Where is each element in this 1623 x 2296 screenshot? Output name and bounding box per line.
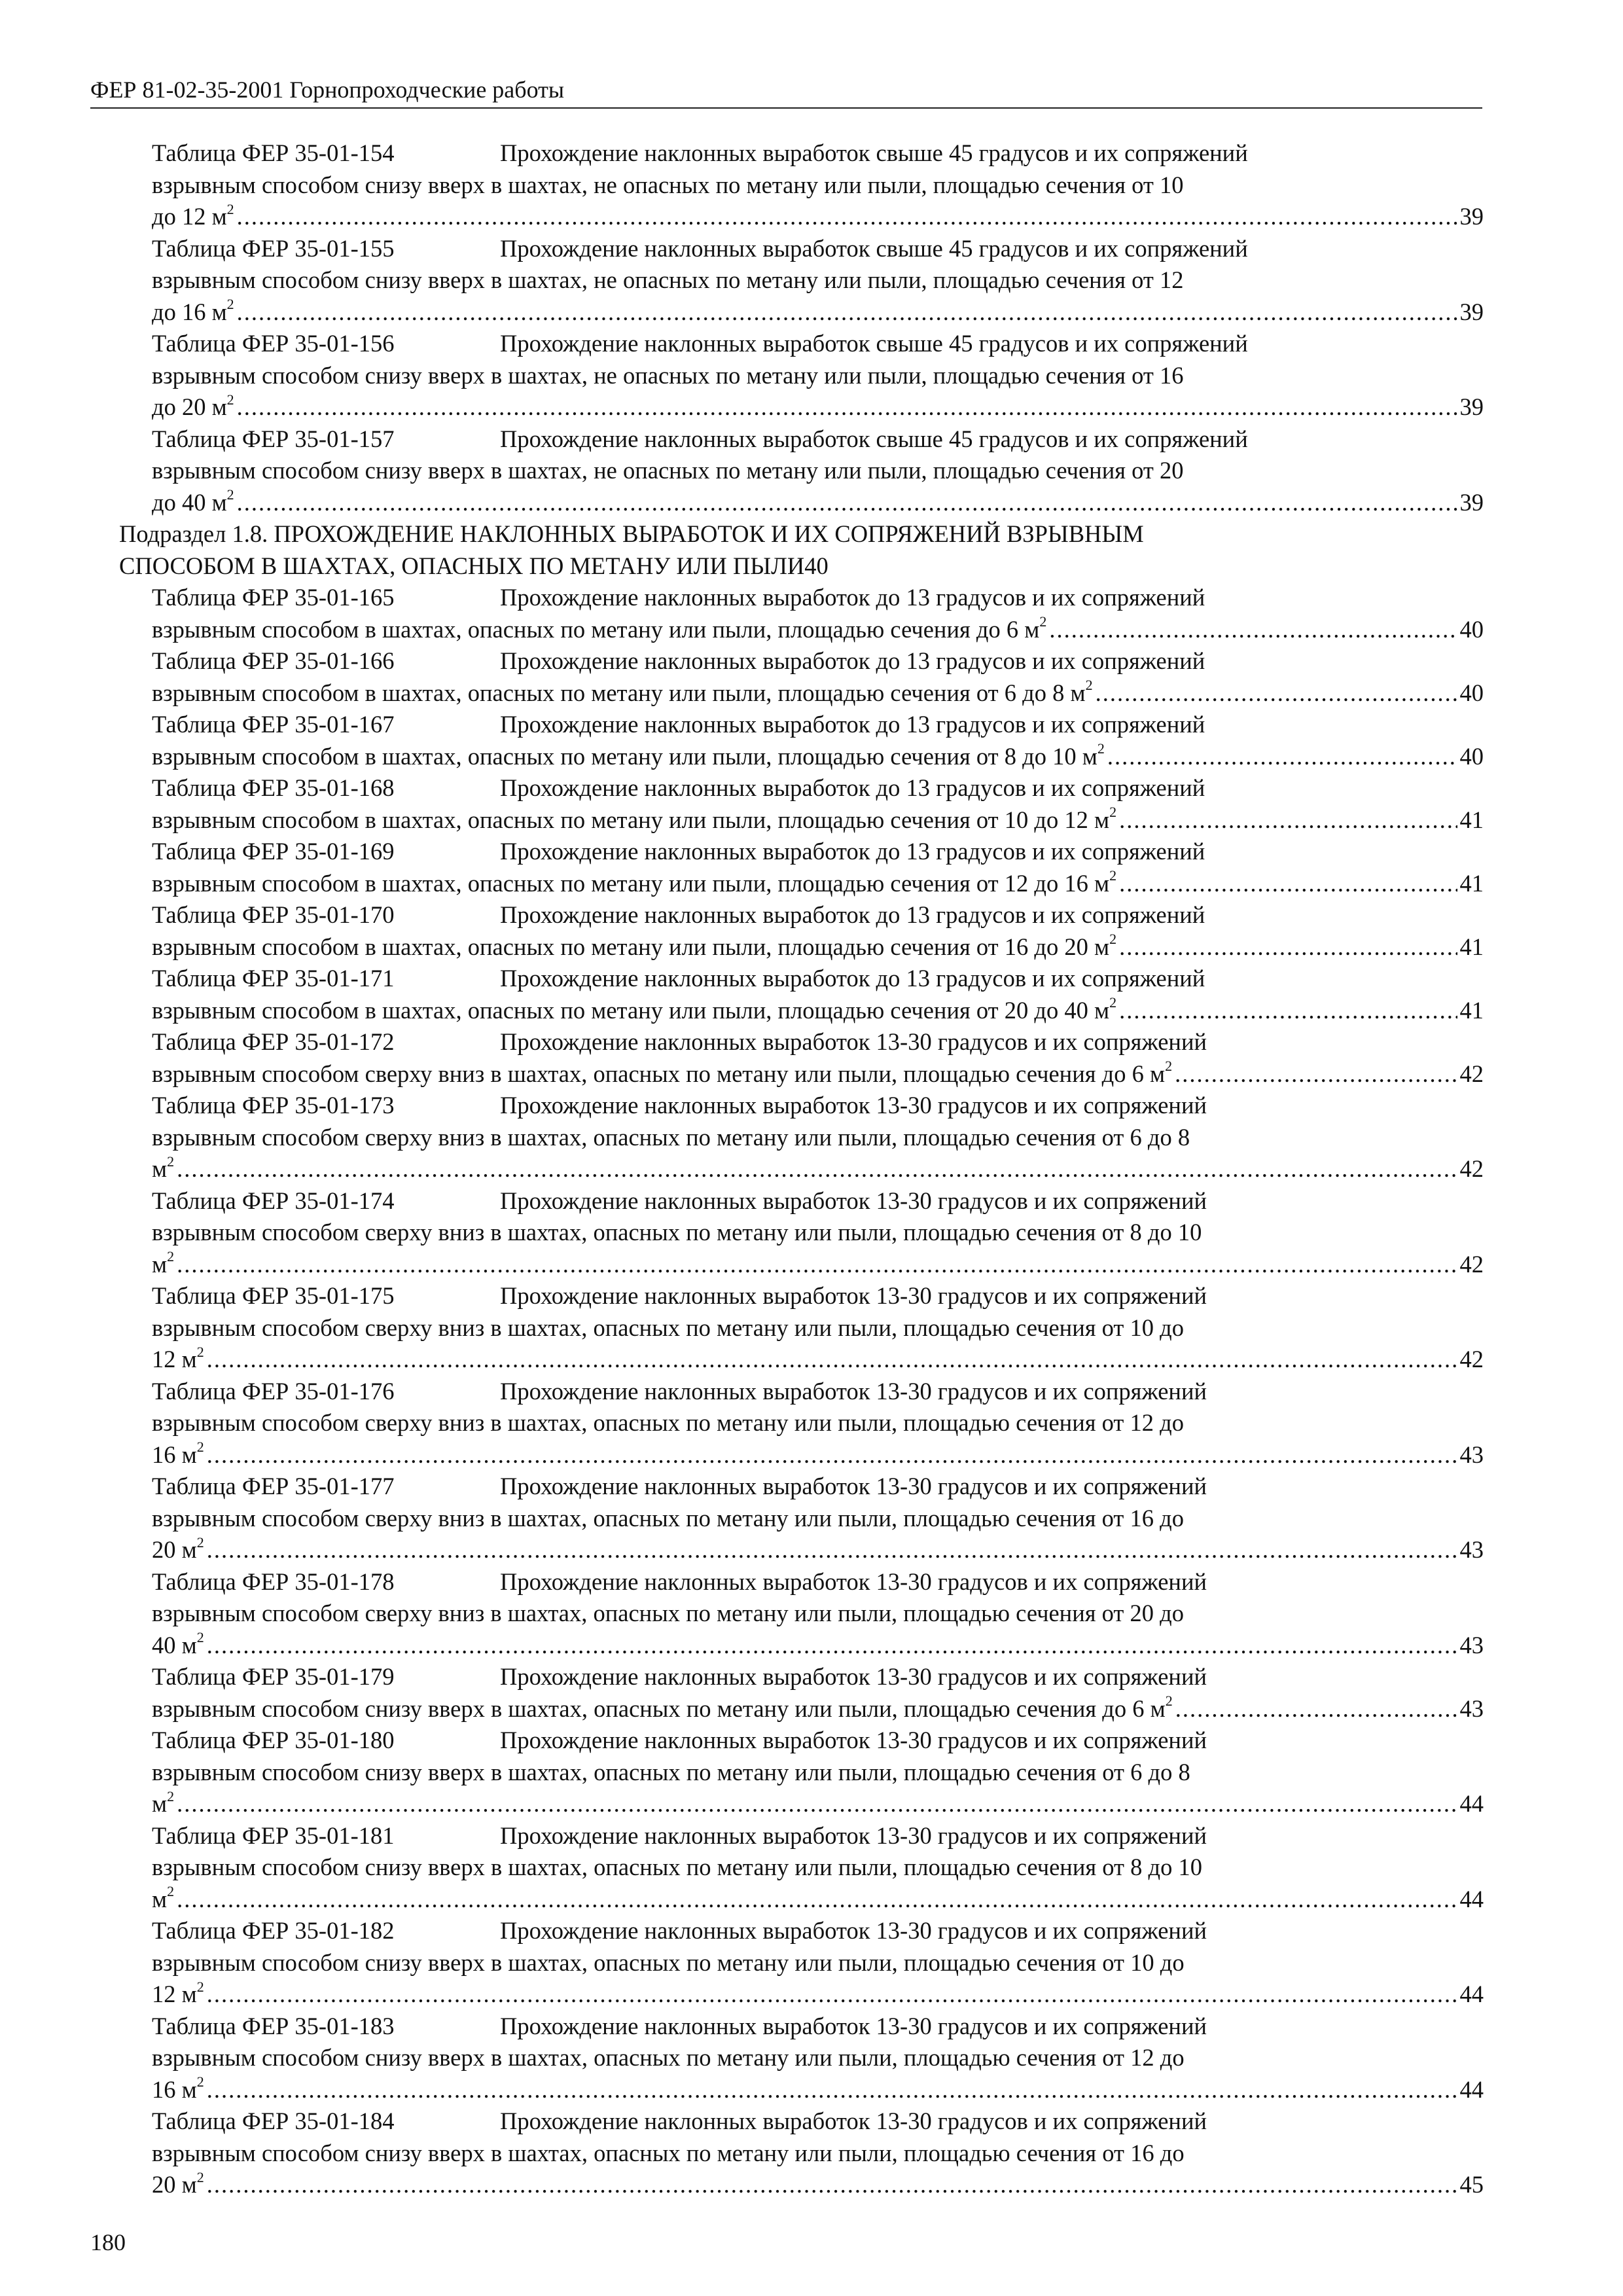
toc-line (152, 2106, 1484, 2138)
toc-text: Прохождение наклонных выработок 13-30 градусов и их сопряжений (500, 1473, 1207, 1499)
toc-page-number[interactable]: 40 (1459, 742, 1484, 770)
toc-table-code: Таблица ФЕР 35-01-168 (152, 774, 395, 801)
toc-line (152, 423, 1484, 456)
toc-leader-row (152, 995, 1484, 1027)
toc-text-last-value: 20 м (152, 1536, 197, 1563)
toc-text-last-value: до 40 м (152, 488, 227, 516)
toc-page-number[interactable]: 42 (1459, 1060, 1484, 1087)
toc-table-code: Таблица ФЕР 35-01-174 (152, 1187, 395, 1214)
toc-table-code: Таблица ФЕР 35-01-175 (152, 1282, 395, 1309)
toc-entry[interactable] (152, 1471, 1484, 1566)
toc-page-number[interactable]: 42 (1459, 1346, 1484, 1372)
toc-text: Прохождение наклонных выработок 13-30 градусов и их сопряжений (500, 1917, 1207, 1944)
toc-line (152, 2011, 1484, 2043)
toc-entry[interactable] (152, 963, 1484, 1026)
toc-page-number[interactable]: 41 (1459, 806, 1484, 833)
toc-text-last-value: взрывным способом в шахтах, опасных по метану или пыли, площадью сечения от 8 до 10 м (152, 742, 1097, 770)
toc-text-last (152, 2169, 204, 2201)
toc-leader-row (152, 741, 1484, 773)
toc-text: Прохождение наклонных выработок свыше 45 градусов и их сопряжений (500, 139, 1248, 166)
toc-text-last-value: до 20 м (152, 393, 227, 420)
toc-leader-row (152, 1979, 1484, 2011)
toc-table-code: Таблица ФЕР 35-01-180 (152, 1727, 395, 1753)
dot-leader (237, 201, 1457, 233)
toc-text-last-value: взрывным способом в шахтах, опасных по метану или пыли, площадью сечения от 6 до 8 м (152, 679, 1086, 706)
toc-text: Прохождение наклонных выработок до 13 градусов и их сопряжений (500, 838, 1205, 865)
toc-table-code: Таблица ФЕР 35-01-184 (152, 2108, 395, 2134)
toc-page-number[interactable]: 40 (804, 552, 829, 579)
toc-entry[interactable] (152, 1376, 1484, 1471)
toc-table-code: Таблица ФЕР 35-01-182 (152, 1917, 395, 1944)
toc-entry[interactable] (152, 582, 1484, 645)
toc-page-number[interactable]: 44 (1459, 1981, 1484, 2007)
toc-text: Прохождение наклонных выработок 13-30 градусов и их сопряжений (500, 1092, 1207, 1119)
toc-text: взрывным способом снизу вверх в шахтах, опасных по метану или пыли, площадью сечения от 8 до 10 (152, 1854, 1202, 1880)
toc-text: Прохождение наклонных выработок 13-30 градусов и их сопряжений (500, 1187, 1207, 1214)
toc-text-last (119, 552, 804, 579)
toc-page-number[interactable]: 39 (1459, 393, 1484, 420)
toc-line (152, 1757, 1484, 1789)
superscript-2: 2 (1109, 994, 1117, 1011)
toc-page-number[interactable]: 40 (1459, 679, 1484, 706)
toc-text: взрывным способом сверху вниз в шахтах, опасных по метану или пыли, площадью сечения от 8 до 10 (152, 1219, 1202, 1246)
toc-leader-row (152, 1884, 1484, 1916)
toc-entry[interactable] (152, 1280, 1484, 1376)
toc-page-number[interactable]: 42 (1459, 1155, 1484, 1182)
toc-text-last (152, 1249, 174, 1281)
toc-text: взрывным способом снизу вверх в шахтах, не опасных по метану или пыли, площадью сечения от 10 (152, 171, 1184, 198)
dot-leader (1119, 995, 1457, 1027)
toc-text: Прохождение наклонных выработок 13-30 градусов и их сопряжений (500, 1377, 1207, 1405)
dot-leader (1049, 614, 1457, 646)
toc-text-last (152, 1058, 1172, 1090)
toc-text-last-value: м (152, 1250, 168, 1278)
toc-line (152, 1407, 1484, 1439)
toc-page-number[interactable]: 41 (1459, 869, 1484, 897)
toc-table-code: Таблица ФЕР 35-01-177 (152, 1473, 395, 1499)
toc-entry[interactable] (152, 645, 1484, 709)
superscript-2: 2 (196, 1978, 204, 1995)
toc-entry[interactable] (152, 1185, 1484, 1281)
dot-leader (237, 391, 1457, 423)
toc-line (152, 1280, 1484, 1312)
toc-text: взрывным способом сверху вниз в шахтах, опасных по метану или пыли, площадью сечения от 10 до (152, 1314, 1184, 1341)
toc-line (152, 2138, 1484, 2170)
toc-text: Прохождение наклонных выработок 13-30 градусов и их сопряжений (500, 1282, 1207, 1309)
toc-text: Прохождение наклонных выработок свыше 45 градусов и их сопряжений (500, 330, 1248, 357)
toc-table-code: Таблица ФЕР 35-01-166 (152, 647, 395, 674)
toc-line (152, 2042, 1484, 2074)
toc-text-last (152, 614, 1046, 646)
toc-page-number[interactable]: 39 (1459, 203, 1484, 230)
toc-text-last (152, 677, 1093, 709)
dot-leader (207, 1534, 1457, 1566)
toc-leader-row (152, 1534, 1484, 1566)
toc-text: Прохождение наклонных выработок до 13 градусов и их сопряжений (500, 647, 1205, 674)
toc-entry[interactable] (152, 709, 1484, 772)
toc-text: Прохождение наклонных выработок 13-30 градусов и их сопряжений (500, 1727, 1207, 1753)
toc-text-last-value: 12 м (152, 1981, 197, 2007)
toc-text-last-value: взрывным способом в шахтах, опасных по метану или пыли, площадью сечения от 16 до 20 м (152, 933, 1110, 960)
toc-table-code: Таблица ФЕР 35-01-156 (152, 330, 395, 357)
toc-page-number[interactable]: 41 (1459, 933, 1484, 960)
toc-text-last-value: взрывным способом сверху вниз в шахтах, опасных по метану или пыли, площадью сечения до 6 м (152, 1060, 1166, 1087)
toc-table-code: Таблица ФЕР 35-01-179 (152, 1663, 395, 1690)
toc-leader-row (152, 2169, 1484, 2201)
toc-line (152, 1185, 1484, 1217)
toc-text-last-value: взрывным способом в шахтах, опасных по метану или пыли, площадью сечения до 6 м (152, 615, 1040, 643)
toc-text: Прохождение наклонных выработок 13-30 градусов и их сопряжений (500, 1663, 1207, 1690)
dot-leader (1175, 1058, 1457, 1090)
dot-leader (177, 1249, 1457, 1281)
toc-text: взрывным способом снизу вверх в шахтах, опасных по метану или пыли, площадью сечения от 16 до (152, 2139, 1185, 2166)
toc-page-number[interactable]: 40 (1459, 615, 1484, 643)
dot-leader (177, 1884, 1457, 1916)
toc-text: Прохождение наклонных выработок до 13 градусов и их сопряжений (500, 901, 1205, 928)
toc-text-last (152, 201, 234, 233)
toc-page-number[interactable]: 45 (1459, 2171, 1484, 2198)
toc-leader-row (152, 677, 1484, 709)
toc-text-last-value: м (152, 1790, 168, 1817)
dot-leader (1119, 868, 1457, 900)
toc-line (152, 1820, 1484, 1852)
toc-line (152, 1947, 1484, 1979)
toc-entry[interactable] (152, 2106, 1484, 2201)
toc-line (152, 1725, 1484, 1757)
toc-page-number[interactable]: 43 (1459, 1631, 1484, 1659)
toc-leader-row (152, 1630, 1484, 1662)
toc-text-last (152, 931, 1116, 963)
toc-text: Прохождение наклонных выработок 13-30 градусов и их сопряжений (500, 2012, 1207, 2039)
toc-line (152, 1090, 1484, 1122)
toc-text-last (152, 1788, 174, 1820)
toc-leader-row (152, 1249, 1484, 1281)
toc-line (152, 772, 1484, 804)
toc-text-last-value: взрывным способом в шахтах, опасных по метану или пыли, площадью сечения от 10 до 12 м (152, 806, 1110, 833)
toc-text: Прохождение наклонных выработок 13-30 градусов и их сопряжений (500, 1568, 1207, 1595)
page-number: 180 (90, 2229, 126, 2255)
toc-text-last-value: СПОСОБОМ В ШАХТАХ, ОПАСНЫХ ПО МЕТАНУ ИЛИ ПЫЛИ (119, 552, 805, 579)
toc-text: Прохождение наклонных выработок 13-30 градусов и их сопряжений (500, 1028, 1207, 1055)
toc-leader-row (152, 1344, 1484, 1376)
toc-leader-row (152, 868, 1484, 900)
toc-text-last (152, 296, 234, 329)
toc-text: Прохождение наклонных выработок 13-30 градусов и их сопряжений (500, 2108, 1207, 2134)
toc-line (152, 1217, 1484, 1249)
toc-leader-row (152, 487, 1484, 519)
toc-text-last (152, 741, 1105, 773)
toc-page-number[interactable]: 43 (1459, 1695, 1484, 1722)
toc-text: взрывным способом сверху вниз в шахтах, опасных по метану или пыли, площадью сечения от 16 до (152, 1504, 1184, 1532)
toc-text: Прохождение наклонных выработок свыше 45 градусов и их сопряжений (500, 425, 1248, 452)
toc-page-number[interactable]: 43 (1459, 1441, 1484, 1468)
superscript-2: 2 (1097, 740, 1105, 757)
toc-line (152, 170, 1484, 202)
dot-leader (207, 2169, 1457, 2201)
toc-text-last (152, 1979, 204, 2011)
toc-table-code: Таблица ФЕР 35-01-170 (152, 901, 395, 928)
toc-table-code: Таблица ФЕР 35-01-154 (152, 139, 395, 166)
toc-text-last-value: м (152, 1155, 168, 1182)
toc-leader-row (152, 804, 1484, 836)
toc-entry[interactable] (152, 1725, 1484, 1820)
toc-entry[interactable] (152, 899, 1484, 963)
toc-table-code: Таблица ФЕР 35-01-169 (152, 838, 395, 865)
toc-text-last (152, 1693, 1173, 1725)
superscript-2: 2 (196, 1343, 204, 1360)
toc-line (152, 709, 1484, 741)
toc-line (152, 1852, 1484, 1884)
toc-text-last-value: до 16 м (152, 298, 227, 325)
toc-entry[interactable] (152, 137, 1484, 233)
toc-line (152, 1566, 1484, 1598)
toc-line (152, 1598, 1484, 1630)
toc-table-code: Таблица ФЕР 35-01-157 (152, 425, 395, 452)
toc-text-last (152, 1884, 174, 1916)
superscript-2: 2 (226, 200, 234, 217)
toc-entry[interactable] (152, 772, 1484, 836)
toc-leader-row (152, 931, 1484, 963)
toc-table-code: Таблица ФЕР 35-01-172 (152, 1028, 395, 1055)
dot-leader (1107, 741, 1457, 773)
toc-leader-row (152, 391, 1484, 423)
toc-text: взрывным способом снизу вверх в шахтах, опасных по метану или пыли, площадью сечения от 6 до 8 (152, 1758, 1190, 1785)
superscript-2: 2 (167, 1883, 175, 1900)
toc-text-last (152, 487, 234, 519)
superscript-2: 2 (196, 2073, 204, 2090)
toc-text-last-value: 40 м (152, 1631, 197, 1659)
toc-table-code: Таблица ФЕР 35-01-155 (152, 234, 395, 262)
toc-text: взрывным способом снизу вверх в шахтах, не опасных по метану или пыли, площадью сечения от 12 (152, 266, 1184, 293)
superscript-2: 2 (196, 1629, 204, 1646)
toc-text-last-value: м (152, 1885, 168, 1912)
dot-leader (207, 1979, 1457, 2011)
toc-page-number[interactable]: 43 (1459, 1536, 1484, 1563)
toc-leader-row (152, 1788, 1484, 1820)
toc-leader-row (152, 1693, 1484, 1725)
toc-line (152, 582, 1484, 614)
dot-leader (1096, 677, 1457, 709)
toc-entry[interactable] (152, 2011, 1484, 2106)
toc-table-code: Таблица ФЕР 35-01-183 (152, 2012, 395, 2039)
superscript-2: 2 (1109, 931, 1117, 948)
toc-text: взрывным способом снизу вверх в шахтах, опасных по метану или пыли, площадью сечения от 10 до (152, 1948, 1185, 1976)
toc-table-code: Таблица ФЕР 35-01-171 (152, 965, 395, 992)
toc-text-last (152, 2074, 204, 2106)
toc-line (152, 899, 1484, 931)
toc-entry[interactable] (152, 233, 1484, 329)
toc-line (152, 1471, 1484, 1503)
toc-text-last-value: взрывным способом в шахтах, опасных по метану или пыли, площадью сечения от 12 до 16 м (152, 869, 1110, 897)
toc-text-last (152, 1439, 204, 1471)
toc-text-last (152, 391, 234, 423)
toc-table-code: Таблица ФЕР 35-01-165 (152, 584, 395, 611)
toc-text-last (152, 804, 1116, 836)
superscript-2: 2 (196, 1534, 204, 1551)
toc-page-number[interactable]: 39 (1459, 488, 1484, 516)
superscript-2: 2 (167, 1787, 175, 1804)
toc-text-last (152, 1344, 204, 1376)
toc-text: взрывным способом снизу вверх в шахтах, не опасных по метану или пыли, площадью сечения от 16 (152, 361, 1184, 389)
dot-leader (177, 1788, 1457, 1820)
toc-entry[interactable] (152, 836, 1484, 899)
dot-leader (1119, 931, 1457, 963)
toc-text-last-value: 20 м (152, 2171, 197, 2198)
toc-text: взрывным способом снизу вверх в шахтах, не опасных по метану или пыли, площадью сечения от 20 (152, 457, 1184, 484)
dot-leader (207, 1630, 1457, 1662)
toc-text-last (152, 1630, 204, 1662)
dot-leader (237, 487, 1457, 519)
toc-subsection[interactable] (119, 518, 1484, 582)
toc-leader-row (119, 550, 1484, 583)
toc-line (152, 645, 1484, 677)
superscript-2: 2 (226, 296, 234, 313)
toc-text-last-value: до 12 м (152, 203, 227, 230)
superscript-2: 2 (196, 1439, 204, 1456)
toc-leader-row (152, 1153, 1484, 1185)
toc-text: Прохождение наклонных выработок до 13 градусов и их сопряжений (500, 584, 1205, 611)
toc-text-last-value: взрывным способом в шахтах, опасных по метану или пыли, площадью сечения от 20 до 40 м (152, 996, 1110, 1024)
toc-text-last-value: 16 м (152, 1441, 197, 1468)
superscript-2: 2 (226, 486, 234, 503)
dot-leader (237, 296, 1457, 329)
toc-entry[interactable] (152, 328, 1484, 423)
toc-line (152, 233, 1484, 265)
toc-line (152, 836, 1484, 868)
toc-line (152, 1376, 1484, 1408)
superscript-2: 2 (1109, 804, 1117, 821)
toc-text-last (152, 995, 1116, 1027)
toc-text: Подраздел 1.8. ПРОХОЖДЕНИЕ НАКЛОННЫХ ВЫРАБОТОК И ИХ СОПРЯЖЕНИЙ ВЗРЫВНЫМ (119, 520, 1144, 547)
toc-text-last-value: 12 м (152, 1346, 197, 1372)
toc-page-number[interactable]: 41 (1459, 996, 1484, 1024)
superscript-2: 2 (1039, 613, 1047, 630)
toc-entry[interactable] (152, 1820, 1484, 1916)
toc-leader-row (152, 201, 1484, 233)
toc-line (152, 1026, 1484, 1058)
toc-line (152, 1915, 1484, 1947)
toc-line (152, 360, 1484, 392)
toc-text-last-value: 16 м (152, 2075, 197, 2103)
toc-leader-row (152, 614, 1484, 646)
superscript-2: 2 (1085, 677, 1093, 694)
toc-text: взрывным способом снизу вверх в шахтах, опасных по метану или пыли, площадью сечения от 12 до (152, 2044, 1185, 2071)
toc-entry[interactable] (152, 1915, 1484, 2011)
toc-table-code: Таблица ФЕР 35-01-176 (152, 1377, 395, 1405)
table-of-contents (119, 137, 1484, 2201)
toc-line (152, 264, 1484, 296)
superscript-2: 2 (1109, 867, 1117, 884)
toc-line (152, 1503, 1484, 1535)
toc-page-number[interactable]: 39 (1459, 298, 1484, 325)
toc-text-last-value: взрывным способом снизу вверх в шахтах, опасных по метану или пыли, площадью сечения до 6 м (152, 1695, 1166, 1722)
superscript-2: 2 (167, 1153, 175, 1170)
toc-line (152, 1661, 1484, 1693)
toc-entry[interactable] (152, 1566, 1484, 1662)
toc-leader-row (152, 1439, 1484, 1471)
toc-entry[interactable] (152, 1661, 1484, 1725)
toc-line (152, 455, 1484, 487)
toc-line (152, 1312, 1484, 1344)
superscript-2: 2 (167, 1248, 175, 1265)
toc-page-number[interactable]: 44 (1459, 1885, 1484, 1912)
superscript-2: 2 (226, 391, 234, 408)
toc-leader-row (152, 2074, 1484, 2106)
toc-text-last (152, 1153, 174, 1185)
toc-entry[interactable] (152, 1090, 1484, 1185)
toc-line (152, 328, 1484, 360)
superscript-2: 2 (196, 2168, 204, 2185)
superscript-2: 2 (1165, 1058, 1173, 1075)
toc-text: Прохождение наклонных выработок до 13 градусов и их сопряжений (500, 965, 1205, 992)
superscript-2: 2 (1165, 1693, 1173, 1710)
toc-table-code: Таблица ФЕР 35-01-167 (152, 711, 395, 738)
toc-table-code: Таблица ФЕР 35-01-181 (152, 1821, 395, 1849)
toc-text: Прохождение наклонных выработок до 13 градусов и их сопряжений (500, 711, 1205, 738)
toc-text: взрывным способом сверху вниз в шахтах, опасных по метану или пыли, площадью сечения от 6 до 8 (152, 1123, 1190, 1151)
toc-text-last (152, 1534, 204, 1566)
toc-line (152, 963, 1484, 995)
toc-line (152, 137, 1484, 170)
toc-entry[interactable] (152, 423, 1484, 519)
toc-text: взрывным способом сверху вниз в шахтах, опасных по метану или пыли, площадью сечения от 12 до (152, 1409, 1184, 1436)
dot-leader (177, 1153, 1457, 1185)
dot-leader (1175, 1693, 1457, 1725)
dot-leader (207, 1439, 1457, 1471)
toc-entry[interactable] (152, 1026, 1484, 1090)
toc-table-code: Таблица ФЕР 35-01-178 (152, 1568, 395, 1595)
dot-leader (207, 1344, 1457, 1376)
toc-page-number[interactable]: 44 (1459, 2075, 1484, 2103)
dot-leader (207, 2074, 1457, 2106)
toc-text: Прохождение наклонных выработок свыше 45 градусов и их сопряжений (500, 234, 1248, 262)
toc-table-code: Таблица ФЕР 35-01-173 (152, 1092, 395, 1119)
toc-text: взрывным способом сверху вниз в шахтах, опасных по метану или пыли, площадью сечения от 20 до (152, 1600, 1184, 1626)
toc-text-last (152, 868, 1116, 900)
toc-text: Прохождение наклонных выработок до 13 градусов и их сопряжений (500, 774, 1205, 801)
toc-page-number[interactable]: 42 (1459, 1250, 1484, 1278)
toc-leader-row (152, 296, 1484, 329)
toc-line (119, 518, 1484, 550)
toc-text: Прохождение наклонных выработок 13-30 градусов и их сопряжений (500, 1821, 1207, 1849)
toc-line (152, 1122, 1484, 1154)
page-header: ФЕР 81-02-35-2001 Горнопроходческие работы (90, 75, 1482, 109)
toc-leader-row (152, 1058, 1484, 1090)
toc-page-number[interactable]: 44 (1459, 1790, 1484, 1817)
dot-leader (1119, 804, 1457, 836)
